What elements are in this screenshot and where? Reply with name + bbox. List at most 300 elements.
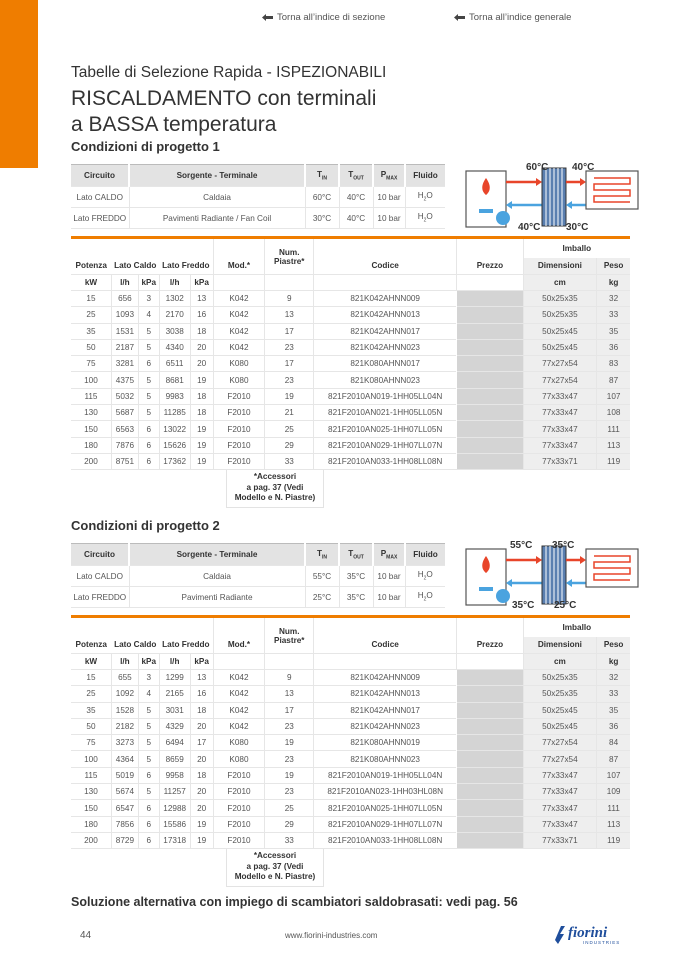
website-link[interactable]: www.fiorini-industries.com [285,931,378,940]
dimensions-cell: 77x33x47 [523,405,597,421]
col-num-piastre: Num. Piastre* [265,238,314,275]
section2-conditions-table [71,543,445,608]
dimensions-cell: 77x33x47 [523,800,597,816]
kpa-hot-cell: 6 [138,453,159,469]
condition-row-hot [71,566,445,587]
table-row [71,388,630,404]
hot-out-temp: 40°C [518,222,541,233]
potenza-cell: 200 [71,832,111,848]
col-peso: Peso [597,637,630,654]
alternative-solution-note: Soluzione alternativa con impiego di scambiatori saldobrasati: vedi pag. 56 [71,895,518,909]
code-cell: 821F2010AN019-1HH05LL04N [314,767,457,783]
model-cell: K042 [213,670,265,686]
kpa-cold-cell: 19 [190,437,213,453]
table-row [71,291,630,307]
col-potenza: Potenza [75,640,107,650]
prezzo-cell [457,372,523,388]
lh-cold-cell: 4329 [159,718,190,734]
code-cell: 821K042AHNN017 [314,323,457,339]
col-imballo: Imballo [523,238,630,258]
kpa-cold-cell: 16 [190,307,213,323]
section-index-label: Torna all’indice di sezione [277,12,386,23]
lh-hot-cell: 5687 [111,405,138,421]
lh-hot-cell: 7856 [111,816,138,832]
weight-cell: 87 [597,751,630,767]
weight-cell: 119 [597,832,630,848]
col-circuito: Circuito [71,165,129,187]
potenza-cell: 50 [71,718,111,734]
code-cell: 821F2010AN033-1HH08LL08N [314,453,457,469]
code-cell: 821F2010AN025-1HH07LL05N [314,421,457,437]
col-dimensioni: Dimensioni [523,637,597,654]
lh-cold-cell: 2165 [159,686,190,702]
lh-cold-cell: 8659 [159,751,190,767]
model-cell: K042 [213,702,265,718]
dimensions-cell: 77x27x54 [523,751,597,767]
lh-cold-cell: 17362 [159,453,190,469]
lh-cold-cell: 6511 [159,356,190,372]
prezzo-cell [457,421,523,437]
fluido-cell: $H_2O$ [405,187,445,208]
weight-cell: 109 [597,784,630,800]
plates-cell: 23 [265,339,314,355]
model-cell: F2010 [213,784,265,800]
code-cell: 821K080AHNN017 [314,356,457,372]
dimensions-cell: 77x27x54 [523,735,597,751]
lh-cold-cell: 17318 [159,832,190,848]
weight-cell: 87 [597,372,630,388]
kpa-cold-cell: 13 [190,670,213,686]
col-fluido: Fluido [405,544,445,566]
table-row [71,339,630,355]
page-title-line1: RISCALDAMENTO con terminali [71,87,377,110]
kpa-cold-cell: 20 [190,718,213,734]
table-row [71,767,630,783]
potenza-cell: 130 [71,784,111,800]
col-prezzo: Prezzo [457,258,523,275]
condition-row-cold [71,208,445,229]
plates-cell: 23 [265,751,314,767]
lh-cold-cell: 12988 [159,800,190,816]
weight-cell: 35 [597,323,630,339]
kpa-cold-cell: 18 [190,702,213,718]
lh-cold-cell: 6494 [159,735,190,751]
col-mod: Mod.* [213,637,265,654]
lh-cold-cell: 11257 [159,784,190,800]
top-navigation [260,12,678,26]
table-row [71,421,630,437]
weight-cell: 84 [597,735,630,751]
col-tin: $T_{IN}$ [305,544,339,566]
potenza-cell: 150 [71,800,111,816]
lh-hot-cell: 3281 [111,356,138,372]
plates-cell: 23 [265,718,314,734]
prezzo-cell [457,670,523,686]
prezzo-cell [457,702,523,718]
model-cell: F2010 [213,421,265,437]
plates-cell: 19 [265,735,314,751]
col-tout: $T_{OUT}$ [339,165,373,187]
potenza-cell: 15 [71,670,111,686]
pmax-cell: 10 bar [373,566,405,587]
table-row [71,356,630,372]
lh-hot-cell: 4375 [111,372,138,388]
cold-in-temp: 30°C [566,222,589,233]
model-cell: K080 [213,735,265,751]
plates-cell: 19 [265,767,314,783]
dimensions-cell: 50x25x45 [523,339,597,355]
logo-subtext: INDUSTRIES [583,940,621,945]
prezzo-cell [457,686,523,702]
col-lato-caldo: Lato Caldo [114,261,157,271]
potenza-cell: 75 [71,356,111,372]
back-arrow-icon [454,14,465,21]
prezzo-cell [457,751,523,767]
lh-cold-cell: 13022 [159,421,190,437]
lh-cold-cell: 2170 [159,307,190,323]
model-cell: K042 [213,307,265,323]
circuito-cell: Lato CALDO [71,566,129,587]
col-potenza: Potenza [75,261,107,271]
prezzo-cell [457,784,523,800]
dimensions-cell: 77x33x47 [523,767,597,783]
col-sorgente: Sorgente - Terminale [129,165,305,187]
section2-selection-table: Num. Piastre* Imballo Potenza Lato Caldo Lato Freddo Mod.* Codice Prezzo Dimensioni Peso kW l/h kPa l/h kPa cm kg 15 655 3 1299 13 K042 9 821K042AHNN009 50x25x35 32 25 1092 4 2165 16 K042 13 821K042AHNN013 50x25x35 33 35 1528 5 3031 18 K042 17 821K042AHNN017 50x25x45 35 50 2182 5 4329 20 K042 23 821K042AHNN023 50x25x45 36 75 3273 5 6494 17 K080 19 821K080AHNN019 77x27x54 84 100 4364 5 8659 20 K080 23 821K080AHNN023 77x27x54 87 115 5019 6 9958 18 F2010 19 821F2010AN019-1HH05LL04N 77x33x47 107 130 5674 5 11257 20 F2010 23 821F2010AN023-1HH03HL08N 77x33x47 109 150 6547 6 12988 20 F2010 25 821F2010AN025-1HH07LL05N 77x33x47 111 180 7856 6 15586 19 F2010 29 821F2010AN029-1HH07LL07N 77x33x47 113 200 8729 6 17318 19 F2010 33 821F2010AN033-1HH08LL08N 77x33x71 119 [71,615,630,849]
lh-cold-cell: 3031 [159,702,190,718]
lh-hot-cell: 7876 [111,437,138,453]
kpa-cold-cell: 16 [190,686,213,702]
boiler-display-icon [479,587,493,591]
dimensions-cell: 50x25x35 [523,307,597,323]
section-tab [0,0,38,168]
kpa-cold-cell: 19 [190,832,213,848]
kpa-hot-cell: 4 [138,307,159,323]
kpa-hot-cell: 5 [138,405,159,421]
model-cell: K080 [213,356,265,372]
lh-cold-cell: 8681 [159,372,190,388]
section1-selection-table: Num. Piastre* Imballo Potenza Lato Caldo Lato Freddo Mod.* Codice Prezzo Dimensioni Peso kW l/h kPa l/h kPa cm kg 15 656 3 1302 13 K042 9 821K042AHNN009 50x25x35 32 25 1093 4 2170 16 K042 13 821K042AHNN013 50x25x35 33 35 1531 5 3038 18 K042 17 821K042AHNN017 50x25x45 35 50 2187 5 4340 20 K042 23 821K042AHNN023 50x25x45 36 75 3281 6 6511 20 K080 17 821K080AHNN017 77x27x54 83 100 4375 5 8681 19 K080 23 821K080AHNN023 77x27x54 87 115 5032 5 9983 18 F2010 19 821F2010AN019-1HH05LL04N 77x33x47 107 130 5687 5 11285 18 F2010 21 821F2010AN021-1HH05LL05N 77x33x47 108 150 6563 6 13022 19 F2010 25 821F2010AN025-1HH07LL05N 77x33x47 111 180 7876 6 15626 19 F2010 29 821F2010AN029-1HH07LL07N 77x33x47 113 200 8751 6 17362 19 F2010 33 821F2010AN033-1HH08LL08N 77x33x71 119 [71,236,630,470]
dimensions-cell: 77x33x47 [523,816,597,832]
lh-hot-cell: 6563 [111,421,138,437]
table-row [71,323,630,339]
prezzo-cell [457,339,523,355]
plates-cell: 23 [265,784,314,800]
plates-cell: 29 [265,437,314,453]
model-cell: F2010 [213,437,265,453]
potenza-cell: 25 [71,307,111,323]
model-cell: K042 [213,323,265,339]
kpa-hot-cell: 6 [138,356,159,372]
kpa-hot-cell: 6 [138,767,159,783]
kpa-hot-cell: 6 [138,800,159,816]
lh-hot-cell: 1092 [111,686,138,702]
weight-cell: 33 [597,307,630,323]
lh-cold-cell: 4340 [159,339,190,355]
weight-cell: 36 [597,339,630,355]
tout-cell: 35°C [339,566,373,587]
table-row [71,751,630,767]
lh-cold-cell: 3038 [159,323,190,339]
table-row [71,453,630,469]
kpa-cold-cell: 18 [190,767,213,783]
lh-cold-cell: 1299 [159,670,190,686]
potenza-cell: 75 [71,735,111,751]
potenza-cell: 35 [71,702,111,718]
tin-cell: 60°C [305,187,339,208]
tout-cell: 40°C [339,208,373,229]
potenza-cell: 35 [71,323,111,339]
plates-cell: 23 [265,372,314,388]
plates-cell: 29 [265,816,314,832]
lh-cold-cell: 15586 [159,816,190,832]
dimensions-cell: 50x25x45 [523,718,597,734]
lh-cold-cell: 9958 [159,767,190,783]
weight-cell: 36 [597,718,630,734]
model-cell: F2010 [213,453,265,469]
kpa-cold-cell: 17 [190,735,213,751]
section2-accessories-note: *Accessori a pag. 37 (Vedi Modello e N. Piastre) [226,849,324,887]
lh-hot-cell: 1528 [111,702,138,718]
potenza-cell: 200 [71,453,111,469]
model-cell: K080 [213,751,265,767]
logo-text: fiorini [568,925,608,941]
kpa-hot-cell: 5 [138,702,159,718]
col-dimensioni: Dimensioni [523,258,597,275]
sorgente-cell: Caldaia [129,187,305,208]
plates-cell: 17 [265,356,314,372]
cold-out-temp: 40°C [572,162,595,173]
model-cell: F2010 [213,816,265,832]
lh-hot-cell: 8751 [111,453,138,469]
kpa-hot-cell: 3 [138,291,159,307]
tin-cell: 55°C [305,566,339,587]
model-cell: F2010 [213,388,265,404]
dimensions-cell: 50x25x45 [523,702,597,718]
weight-cell: 113 [597,437,630,453]
lh-hot-cell: 4364 [111,751,138,767]
lh-hot-cell: 3273 [111,735,138,751]
prezzo-cell [457,405,523,421]
tout-cell: 35°C [339,587,373,608]
pmax-cell: 10 bar [373,587,405,608]
col-codice: Codice [314,258,457,275]
model-cell: F2010 [213,832,265,848]
kpa-hot-cell: 6 [138,437,159,453]
model-cell: F2010 [213,405,265,421]
condition-row-cold [71,587,445,608]
dimensions-cell: 77x33x47 [523,784,597,800]
page-subtitle: Tabelle di Selezione Rapida - ISPEZIONABILI [71,64,387,81]
dimensions-cell: 77x33x71 [523,832,597,848]
weight-cell: 108 [597,405,630,421]
potenza-cell: 115 [71,767,111,783]
table-row [71,437,630,453]
kpa-hot-cell: 5 [138,751,159,767]
lh-cold-cell: 15626 [159,437,190,453]
table-row [71,405,630,421]
code-cell: 821K080AHNN019 [314,735,457,751]
prezzo-cell [457,800,523,816]
kpa-cold-cell: 20 [190,800,213,816]
lh-hot-cell: 656 [111,291,138,307]
hot-in-temp: 60°C [526,162,549,173]
kpa-cold-cell: 20 [190,356,213,372]
fluido-cell: $H_2O$ [405,566,445,587]
lh-hot-cell: 5674 [111,784,138,800]
dimensions-cell: 77x33x47 [523,437,597,453]
prezzo-cell [457,816,523,832]
lh-hot-cell: 5019 [111,767,138,783]
code-cell: 821F2010AN033-1HH08LL08N [314,832,457,848]
kpa-cold-cell: 18 [190,405,213,421]
code-cell: 821K042AHNN013 [314,307,457,323]
weight-cell: 111 [597,421,630,437]
dimensions-cell: 77x33x71 [523,453,597,469]
lh-hot-cell: 1531 [111,323,138,339]
dimensions-cell: 77x33x47 [523,421,597,437]
potenza-cell: 100 [71,372,111,388]
weight-cell: 35 [597,702,630,718]
kpa-hot-cell: 6 [138,816,159,832]
general-index-link[interactable] [454,12,571,23]
weight-cell: 111 [597,800,630,816]
weight-cell: 107 [597,767,630,783]
logo-mark-icon [555,926,565,944]
plates-cell: 9 [265,670,314,686]
code-cell: 821F2010AN025-1HH07LL05N [314,800,457,816]
kpa-cold-cell: 19 [190,816,213,832]
prezzo-cell [457,356,523,372]
dimensions-cell: 50x25x35 [523,670,597,686]
col-fluido: Fluido [405,165,445,187]
table-row [71,816,630,832]
model-cell: K042 [213,686,265,702]
dimensions-cell: 50x25x45 [523,323,597,339]
kpa-hot-cell: 6 [138,832,159,848]
section1-conditions-table [71,164,445,229]
plates-cell: 25 [265,421,314,437]
plates-cell: 9 [265,291,314,307]
tout-cell: 40°C [339,187,373,208]
col-lato-freddo: Lato Freddo [162,640,210,650]
code-cell: 821F2010AN019-1HH05LL04N [314,388,457,404]
section2-title: Condizioni di progetto 2 [71,518,220,533]
kpa-cold-cell: 18 [190,388,213,404]
table-row [71,670,630,686]
plates-cell: 13 [265,307,314,323]
kpa-hot-cell: 5 [138,323,159,339]
weight-cell: 83 [597,356,630,372]
fiorini-logo [553,922,631,946]
lh-hot-cell: 5032 [111,388,138,404]
kpa-cold-cell: 19 [190,421,213,437]
kpa-cold-cell: 20 [190,339,213,355]
lh-hot-cell: 2187 [111,339,138,355]
sorgente-cell: Pavimenti Radiante [129,587,305,608]
table-row [71,686,630,702]
lh-cold-cell: 9983 [159,388,190,404]
section-index-link[interactable] [262,12,385,23]
code-cell: 821K080AHNN023 [314,751,457,767]
code-cell: 821K042AHNN017 [314,702,457,718]
col-circuito: Circuito [71,544,129,566]
model-cell: K042 [213,291,265,307]
water-drop-icon [496,211,510,225]
lh-hot-cell: 6547 [111,800,138,816]
kpa-hot-cell: 3 [138,670,159,686]
sorgente-cell: Caldaia [129,566,305,587]
code-cell: 821F2010AN029-1HH07LL07N [314,816,457,832]
code-cell: 821K042AHNN009 [314,291,457,307]
page-title-line2: a BASSA temperatura [71,113,277,136]
potenza-cell: 180 [71,816,111,832]
pmax-cell: 10 bar [373,187,405,208]
kpa-hot-cell: 5 [138,372,159,388]
col-tin: $T_{IN}$ [305,165,339,187]
table-row [71,784,630,800]
section1-heat-exchanger-diagram [462,158,640,234]
code-cell: 821K080AHNN023 [314,372,457,388]
prezzo-cell [457,453,523,469]
potenza-cell: 180 [71,437,111,453]
hot-in-temp: 55°C [510,540,533,551]
back-arrow-icon [262,14,273,21]
col-mod: Mod.* [213,258,265,275]
col-prezzo: Prezzo [457,637,523,654]
plates-cell: 13 [265,686,314,702]
col-codice: Codice [314,637,457,654]
model-cell: K042 [213,718,265,734]
prezzo-cell [457,307,523,323]
lh-cold-cell: 11285 [159,405,190,421]
plates-cell: 19 [265,388,314,404]
table-row [71,702,630,718]
table-row [71,307,630,323]
section1-accessories-note: *Accessori a pag. 37 (Vedi Modello e N. Piastre) [226,470,324,508]
col-lato-freddo: Lato Freddo [162,261,210,271]
prezzo-cell [457,718,523,734]
col-tout: $T_{OUT}$ [339,544,373,566]
table-row [71,832,630,848]
kpa-hot-cell: 5 [138,784,159,800]
model-cell: K080 [213,372,265,388]
boiler-display-icon [479,209,493,213]
weight-cell: 113 [597,816,630,832]
code-cell: 821F2010AN021-1HH05LL05N [314,405,457,421]
table-row [71,800,630,816]
lh-hot-cell: 8729 [111,832,138,848]
plates-cell: 33 [265,832,314,848]
circuito-cell: Lato FREDDO [71,587,129,608]
prezzo-cell [457,735,523,751]
prezzo-cell [457,832,523,848]
model-cell: K042 [213,339,265,355]
code-cell: 821K042AHNN023 [314,339,457,355]
dimensions-cell: 77x33x47 [523,388,597,404]
kpa-cold-cell: 13 [190,291,213,307]
table-row [71,718,630,734]
section1-title: Condizioni di progetto 1 [71,139,220,154]
potenza-cell: 25 [71,686,111,702]
col-pmax: $P_{MAX}$ [373,165,405,187]
model-cell: F2010 [213,767,265,783]
plates-cell: 17 [265,702,314,718]
lh-hot-cell: 655 [111,670,138,686]
dimensions-cell: 50x25x35 [523,686,597,702]
col-sorgente: Sorgente - Terminale [129,544,305,566]
kpa-cold-cell: 20 [190,751,213,767]
code-cell: 821F2010AN023-1HH03HL08N [314,784,457,800]
